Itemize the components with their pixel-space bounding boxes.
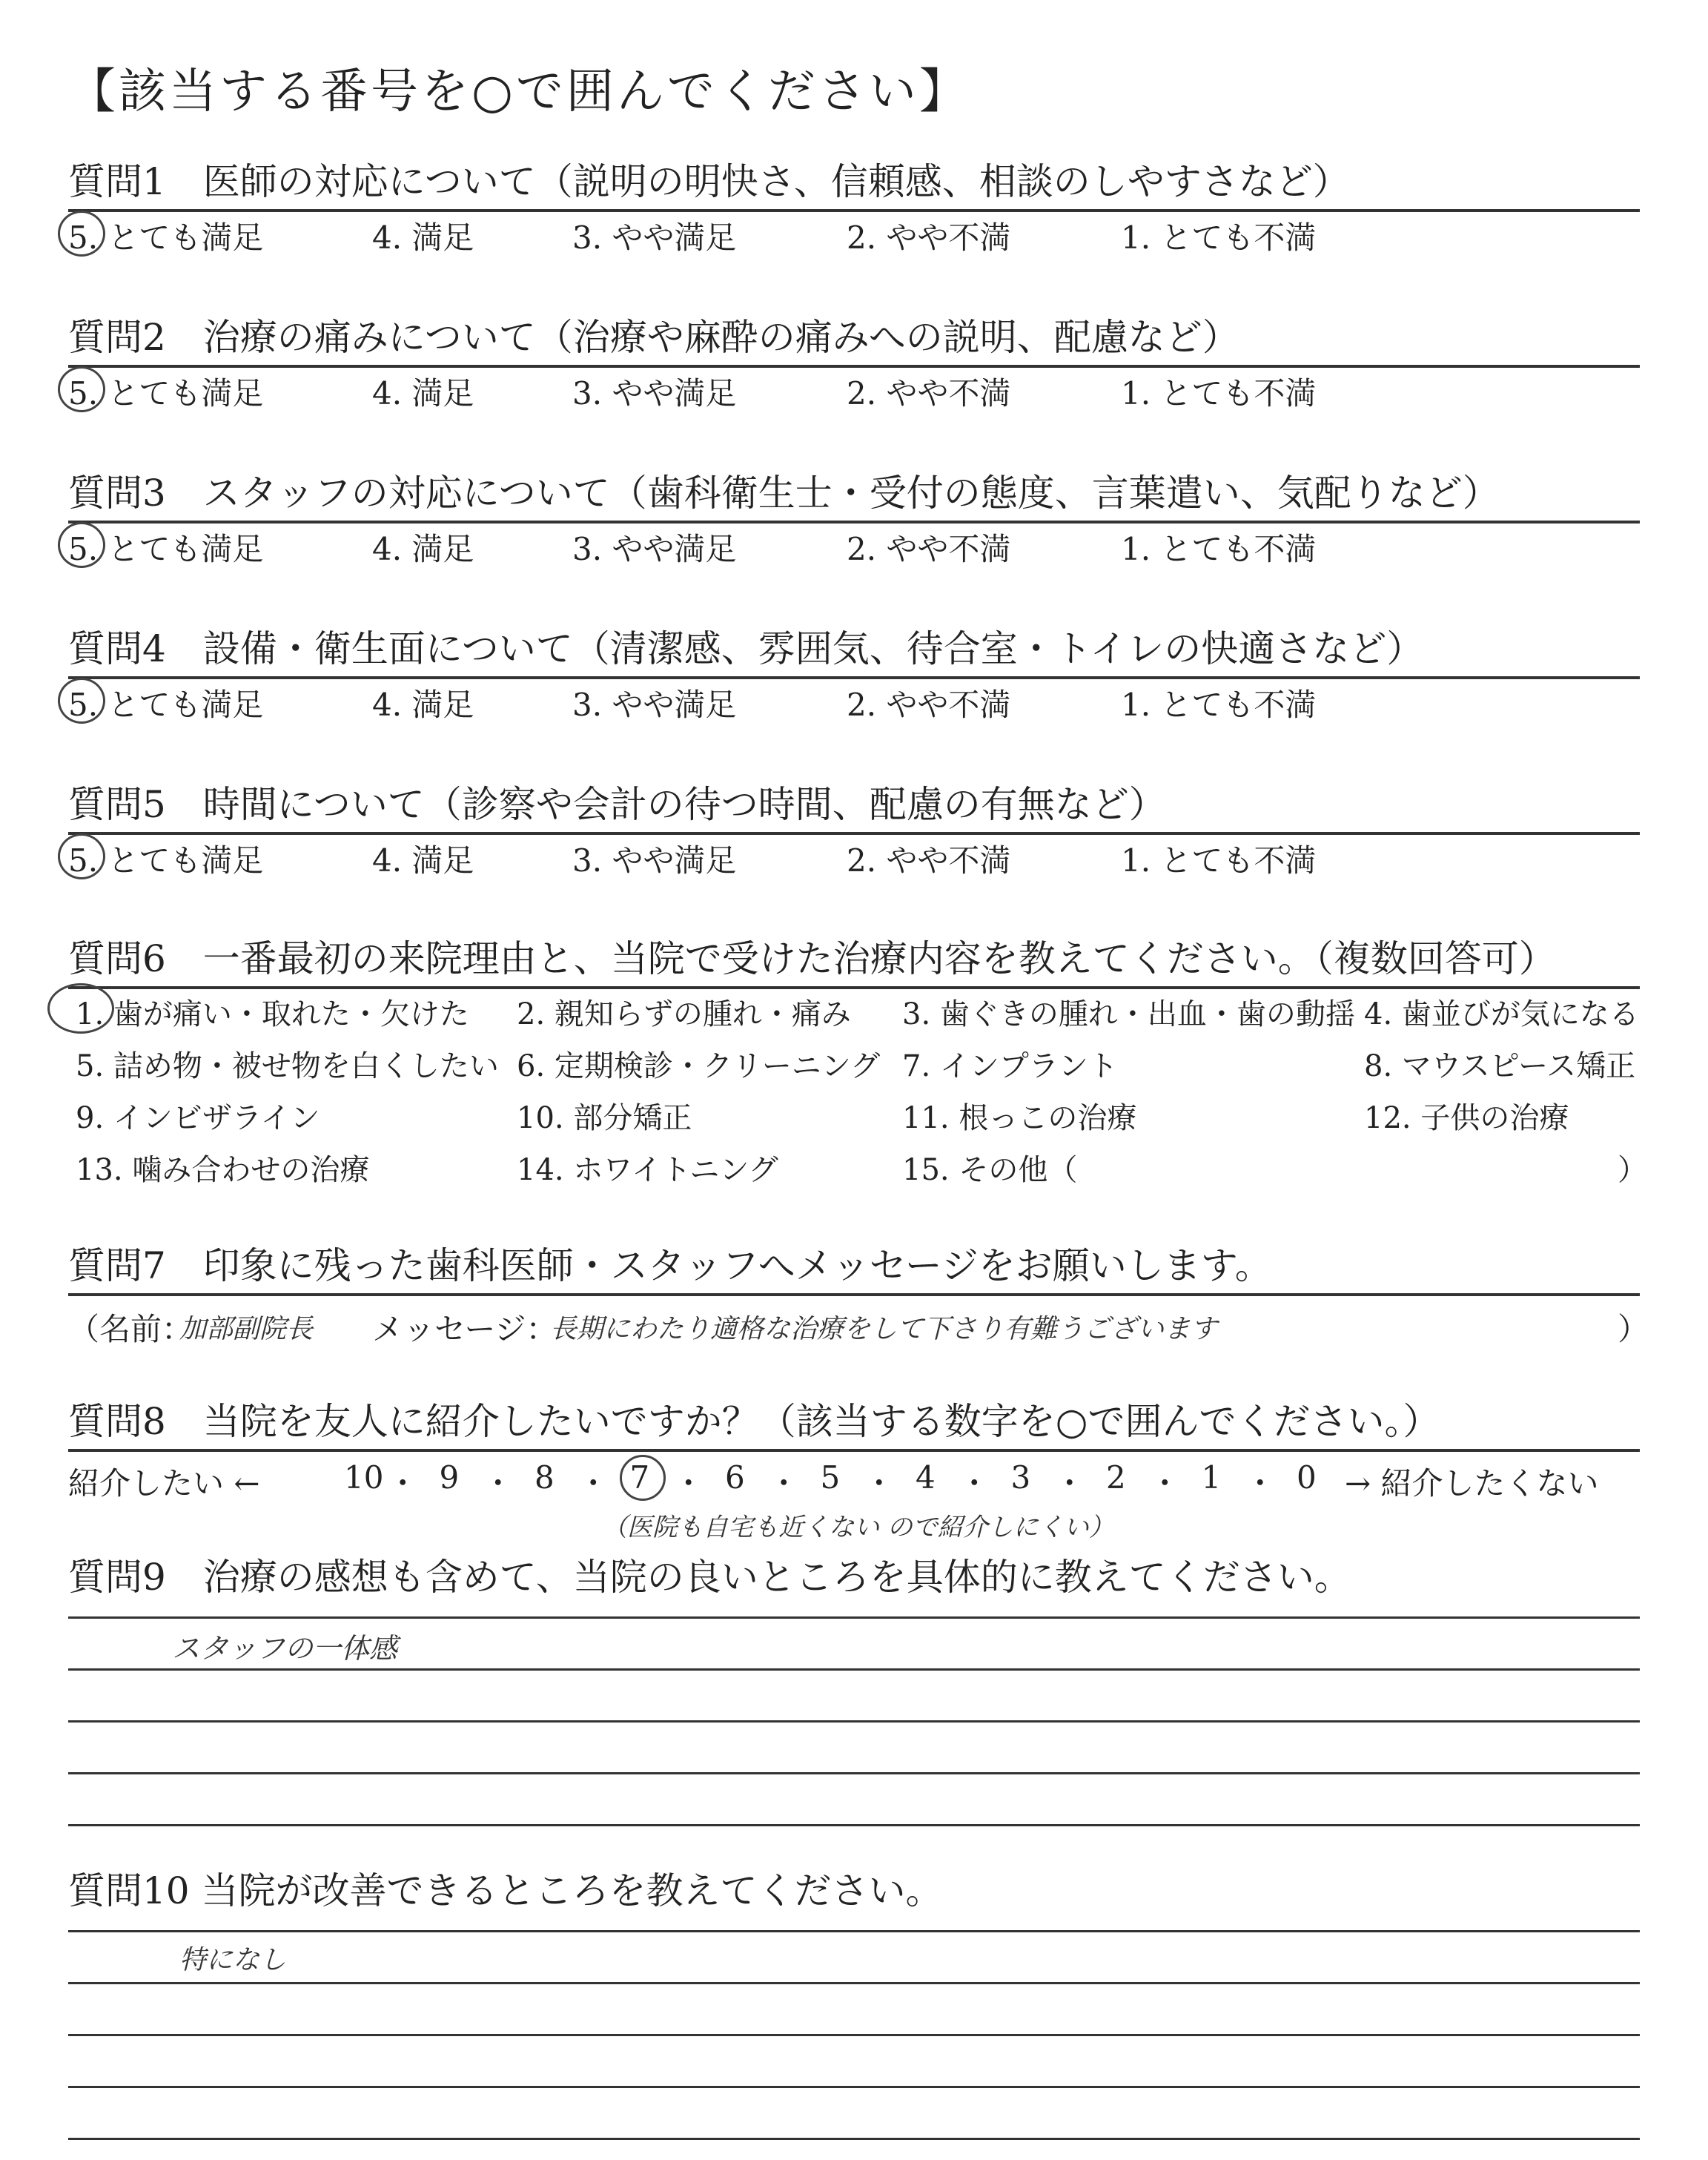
question-5 — [68, 779, 1640, 879]
message-value[interactable]: 長期にわたり適格な治療をして下さり有難うございます — [550, 1314, 1218, 1344]
option-1[interactable]: 1. 歯が痛い・取れた・欠けた — [76, 997, 469, 1031]
option-9[interactable]: 9. インビザライン — [76, 1101, 320, 1135]
question-2-title: 質問2 治療の痛みについて（治療や麻酔の痛みへの説明、配慮など） — [68, 316, 1239, 359]
question-7-title: 質問7 印象に残った歯科医師・スタッフへメッセージをお願いします。 — [68, 1244, 1272, 1287]
scale-separator: ・ — [863, 1465, 895, 1502]
option-3[interactable]: 3. やや満足 — [572, 842, 737, 879]
question-6-title: 質問6 一番最初の来院理由と、当院で受けた治療内容を教えてください。（複数回答可） — [68, 937, 1556, 980]
question-1-rule — [68, 209, 1640, 212]
answer-line — [68, 1616, 1640, 1619]
option-3[interactable]: 3. やや満足 — [572, 219, 737, 256]
question-3-title: 質問3 スタッフの対応について（歯科衛生士・受付の態度、言葉遣い、気配りなど） — [68, 472, 1500, 515]
option-5[interactable]: 5. とても満足 — [68, 531, 264, 567]
option-3[interactable]: 3. やや満足 — [572, 531, 737, 567]
question-1-options — [68, 214, 1640, 258]
scale-separator: ・ — [1244, 1465, 1276, 1502]
option-8[interactable]: 8. マウスピース矯正 — [1364, 1049, 1636, 1083]
question-2-options — [68, 369, 1640, 414]
option-2[interactable]: 2. やや不満 — [847, 375, 1011, 412]
question-3-options — [68, 525, 1640, 569]
scale-number-9[interactable]: 9 — [439, 1459, 460, 1496]
question-7-rule — [68, 1293, 1640, 1296]
question-3 — [68, 467, 1640, 567]
option-15[interactable]: 15. その他（ — [902, 1153, 1078, 1187]
option-1[interactable]: 1. とても不満 — [1121, 687, 1317, 723]
answer-line — [68, 1824, 1640, 1826]
question-8-rule — [68, 1449, 1640, 1452]
answer-line — [68, 1930, 1640, 1932]
question-1-title: 質問1 医師の対応について（説明の明快さ、信頼感、相談のしやすさなど） — [68, 160, 1350, 203]
scale-number-6[interactable]: 6 — [725, 1459, 745, 1496]
option-5[interactable]: 5. とても満足 — [68, 687, 264, 723]
option-3[interactable]: 3. やや満足 — [572, 687, 737, 723]
question-8 — [68, 1396, 1640, 1542]
scale-separator: ・ — [768, 1465, 800, 1502]
scale-separator: ・ — [482, 1465, 514, 1502]
question-9-answer[interactable]: スタッフの一体感 — [172, 1632, 398, 1665]
name-value[interactable]: 加部副院長 — [179, 1314, 314, 1344]
question-8-title: 質問8 当院を友人に紹介したいですか？（該当する数字を○で囲んでください。） — [68, 1400, 1440, 1443]
question-5-options — [68, 836, 1640, 881]
option-4[interactable]: 4. 歯並びが気になる — [1364, 997, 1639, 1031]
question-6 — [68, 933, 1647, 1187]
option-5[interactable]: 5. とても満足 — [68, 375, 264, 412]
answer-line — [68, 2034, 1640, 2036]
option-2[interactable]: 2. やや不満 — [847, 842, 1011, 879]
answer-line — [68, 2138, 1640, 2140]
answer-line — [68, 1772, 1640, 1774]
question-2-rule — [68, 365, 1640, 368]
option-4[interactable]: 4. 満足 — [372, 219, 474, 256]
option-7[interactable]: 7. インプラント — [902, 1049, 1118, 1083]
answer-line — [68, 2086, 1640, 2088]
scale-number-8[interactable]: 8 — [534, 1459, 555, 1496]
scale-number-2[interactable]: 2 — [1106, 1459, 1126, 1496]
option-1[interactable]: 1. とても不満 — [1121, 219, 1317, 256]
answer-line — [68, 1720, 1640, 1723]
scale-separator: ・ — [672, 1465, 704, 1502]
scale-number-5[interactable]: 5 — [820, 1459, 841, 1496]
option-10[interactable]: 10. 部分矯正 — [517, 1101, 692, 1135]
scale-number-0[interactable]: 0 — [1297, 1459, 1317, 1496]
question-9 — [68, 1551, 1640, 1665]
question-7 — [68, 1240, 1649, 1347]
question-2 — [68, 311, 1640, 412]
question-6-rule — [68, 986, 1640, 989]
scale-number-3[interactable]: 3 — [1010, 1459, 1031, 1496]
scale-left-label: 紹介したい ← — [68, 1465, 260, 1502]
referral-note[interactable]: （医院も自宅も近くない ので紹介しにくい） — [602, 1513, 1114, 1542]
question-5-rule — [68, 832, 1640, 835]
question-4-options — [68, 681, 1640, 725]
scale-separator: ・ — [387, 1465, 419, 1502]
option-1[interactable]: 1. とても不満 — [1121, 842, 1317, 879]
message-row — [68, 1299, 1649, 1351]
scale-separator: ・ — [1149, 1465, 1181, 1502]
option-11[interactable]: 11. 根っこの治療 — [902, 1101, 1137, 1135]
question-4 — [68, 623, 1640, 723]
message-label: メッセージ： — [372, 1311, 557, 1347]
option-2[interactable]: 2. やや不満 — [847, 219, 1011, 256]
question-9-title: 質問9 治療の感想も含めて、当院の良いところを具体的に教えてください。 — [68, 1556, 1351, 1599]
referral-scale — [68, 1455, 1640, 1507]
option-3[interactable]: 3. 歯ぐきの腫れ・出血・歯の動揺 — [902, 997, 1355, 1031]
question-3-rule — [68, 521, 1640, 524]
name-label: （名前： — [68, 1311, 193, 1347]
question-5-title: 質問5 時間について（診察や会計の待つ時間、配慮の有無など） — [68, 783, 1166, 826]
option-4[interactable]: 4. 満足 — [372, 842, 474, 879]
option-3[interactable]: 3. やや満足 — [572, 375, 737, 412]
question-10-title: 質問10 当院が改善できるところを教えてください。 — [68, 1869, 943, 1912]
option-5[interactable]: 5. とても満足 — [68, 219, 264, 256]
option-5[interactable]: 5. 詰め物・被せ物を白くしたい — [76, 1049, 499, 1083]
option-6[interactable]: 6. 定期検診・クリーニング — [517, 1049, 881, 1083]
option-5[interactable]: 5. とても満足 — [68, 842, 264, 879]
option-15-close: ） — [1618, 1153, 1647, 1187]
question-1 — [68, 156, 1640, 256]
option-13[interactable]: 13. 噛み合わせの治療 — [76, 1153, 370, 1187]
scale-right-label: → 紹介したくない — [1345, 1465, 1599, 1502]
option-4[interactable]: 4. 満足 — [372, 531, 474, 567]
answer-line — [68, 1668, 1640, 1671]
question-10 — [68, 1865, 1640, 1975]
option-2[interactable]: 2. 親知らずの腫れ・痛み — [517, 997, 851, 1031]
scale-separator: ・ — [959, 1465, 990, 1502]
option-12[interactable]: 12. 子供の治療 — [1364, 1101, 1569, 1135]
scale-separator: ・ — [577, 1465, 609, 1502]
option-4[interactable]: 4. 満足 — [372, 375, 474, 412]
answer-line — [68, 1982, 1640, 1984]
scale-number-10[interactable]: 10 — [344, 1459, 384, 1496]
scale-number-1[interactable]: 1 — [1201, 1459, 1222, 1496]
option-1[interactable]: 1. とても不満 — [1121, 531, 1317, 567]
scale-number-4[interactable]: 4 — [916, 1459, 936, 1496]
question-4-rule — [68, 676, 1640, 679]
page-header: 【該当する番号を○で囲んでください】 — [68, 65, 970, 119]
question-10-answer[interactable]: 特になし — [179, 1945, 287, 1975]
scale-separator: ・ — [1053, 1465, 1085, 1502]
message-close: ） — [1618, 1311, 1649, 1347]
option-2[interactable]: 2. やや不満 — [847, 687, 1011, 723]
option-2[interactable]: 2. やや不満 — [847, 531, 1011, 567]
option-1[interactable]: 1. とても不満 — [1121, 375, 1317, 412]
question-4-title: 質問4 設備・衛生面について（清潔感、雰囲気、待合室・トイレの快適さなど） — [68, 627, 1424, 670]
scale-number-7[interactable]: 7 — [629, 1459, 650, 1496]
option-14[interactable]: 14. ホワイトニング — [517, 1153, 778, 1187]
option-4[interactable]: 4. 満足 — [372, 687, 474, 723]
